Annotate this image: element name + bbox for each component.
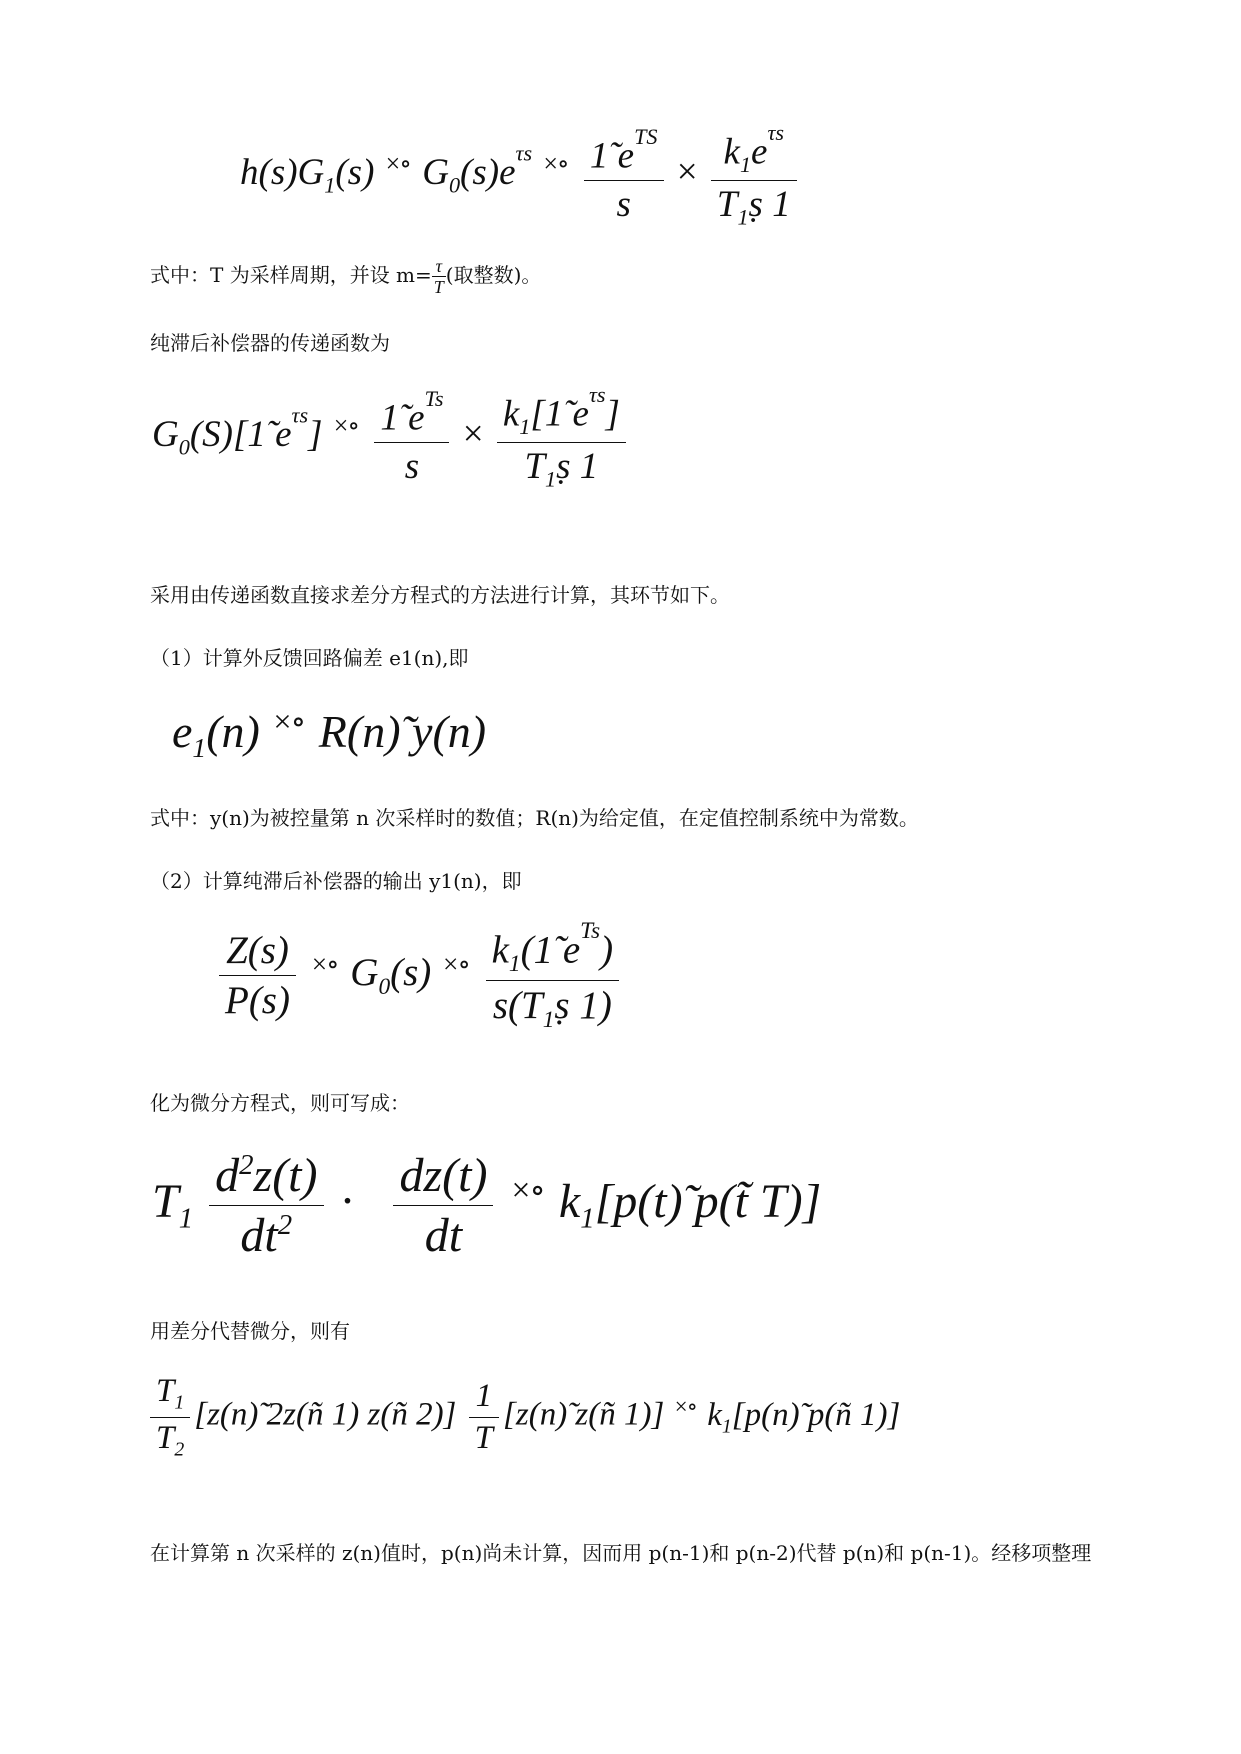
paragraph-compensator-transfer: 纯滞后补偿器的传递函数为 (150, 331, 390, 355)
eq3-lhs: $e_1(n)$ (172, 705, 260, 763)
eq2-fraction-1: $\frac{1̃ e^{Ts}}{s}$ (374, 386, 449, 487)
paragraph-difference-substitution: 用差分代替微分，则有 (150, 1319, 350, 1343)
eq1-fraction-2: $\frac{k_1e^{\tau s}}{T_1ṣ 1}$ (711, 120, 797, 230)
eq5-fraction-2: $\frac{dz(t)}{dt}$ (393, 1148, 493, 1263)
paragraph-step-1: （1）计算外反馈回路偏差 e1(n),即 (150, 646, 469, 670)
paragraph-differential-form: 化为微分方程式，则可写成： (150, 1091, 410, 1115)
equation-2 (152, 382, 630, 492)
eq5-fraction-1: $\frac{d^2z(t)}{dt^2}$ (209, 1148, 323, 1263)
eq4-relation-2: ×∘ (443, 948, 470, 979)
eq4-fraction-1: $\frac{Z(s)}{P(s)}$ (219, 928, 296, 1023)
eq5-dot: · (339, 1174, 356, 1228)
eq1-times: × (676, 151, 698, 193)
equation-1 (240, 120, 801, 230)
paragraph-sampling-period: 式中：T 为采样周期，并设 m= $\frac{\tau}{T}$ (取整数)。 (150, 256, 542, 297)
equation-5 (152, 1148, 821, 1263)
eq6-rhs: $k_1[p(n)̃$ p(ñ 1)] (707, 1396, 901, 1438)
eq6-part-2: [z(n)̃ z(ñ 1)] (503, 1396, 665, 1433)
eq1-lhs: $h(s)G_1(s)$ (240, 151, 375, 197)
eq6-part-1: [z(n)̃ 2z(ñ 1) z(ñ 2)] (194, 1396, 457, 1433)
equation-6 (150, 1373, 900, 1461)
eq6-relation: ×∘ (674, 1392, 697, 1419)
eq1-fraction-1: $\frac{1̃ e^{TS}}{s}$ (584, 124, 664, 225)
paragraph-y-definition: 式中：y(n)为被控量第 n 次采样时的数值；R(n)为给定值，在定值控制系统中为常数。 (150, 806, 919, 830)
eq1-middle: $G_0(s)e^{\tau s}$ (422, 140, 533, 197)
equation-3 (172, 702, 486, 764)
paragraph-method: 采用由传递函数直接求差分方程式的方法进行计算，其环节如下。 (150, 583, 730, 607)
equation-4 (215, 918, 623, 1034)
eq2-lhs: $G_0(S)[1̃$ $e^{\tau s}$] (152, 402, 323, 459)
paragraph-rearrangement: 在计算第 n 次采样的 z(n)值时，p(n)尚未计算，因而用 p(n-1)和 p(n-2)代替 p(n)和 p(n-1)。经移项整理 (150, 1541, 1092, 1565)
eq5-rhs: $k_1[p(t)̃$ p(t̃ T)] (558, 1174, 822, 1235)
eq2-fraction-2: $\frac{k_1[1̃ e^{\tau s}]}{T_1ṣ 1}$ (497, 382, 626, 492)
eq3-rhs: R(n)̃ y(n) (318, 705, 487, 757)
eq6-fraction-2: $\frac{1}{T}$ (469, 1378, 499, 1457)
eq1-relation-2: ×∘ (543, 148, 569, 178)
eq2-relation: ×∘ (333, 410, 360, 440)
eq1-relation-1: ×∘ (385, 148, 411, 178)
eq4-fraction-2: $\frac{k_1(1̃ e^{Ts})}{s(T_1ṣ 1)}$ (486, 918, 620, 1034)
eq4-middle: $G_0(s)$ (350, 950, 432, 1000)
eq2-times: × (462, 413, 484, 455)
eq6-fraction-1: $\frac{T_1}{T_2}$ (150, 1373, 190, 1461)
tau-over-t-fraction: $\frac{\tau}{T}$ (433, 256, 444, 297)
eq4-relation-1: ×∘ (311, 948, 339, 979)
paragraph-step-2: （2）计算纯滞后补偿器的输出 y1(n)，即 (150, 869, 522, 893)
eq3-relation: ×∘ (273, 703, 306, 739)
eq5-lhs: $T_1$ (152, 1174, 194, 1235)
eq5-relation: ×∘ (511, 1172, 545, 1210)
